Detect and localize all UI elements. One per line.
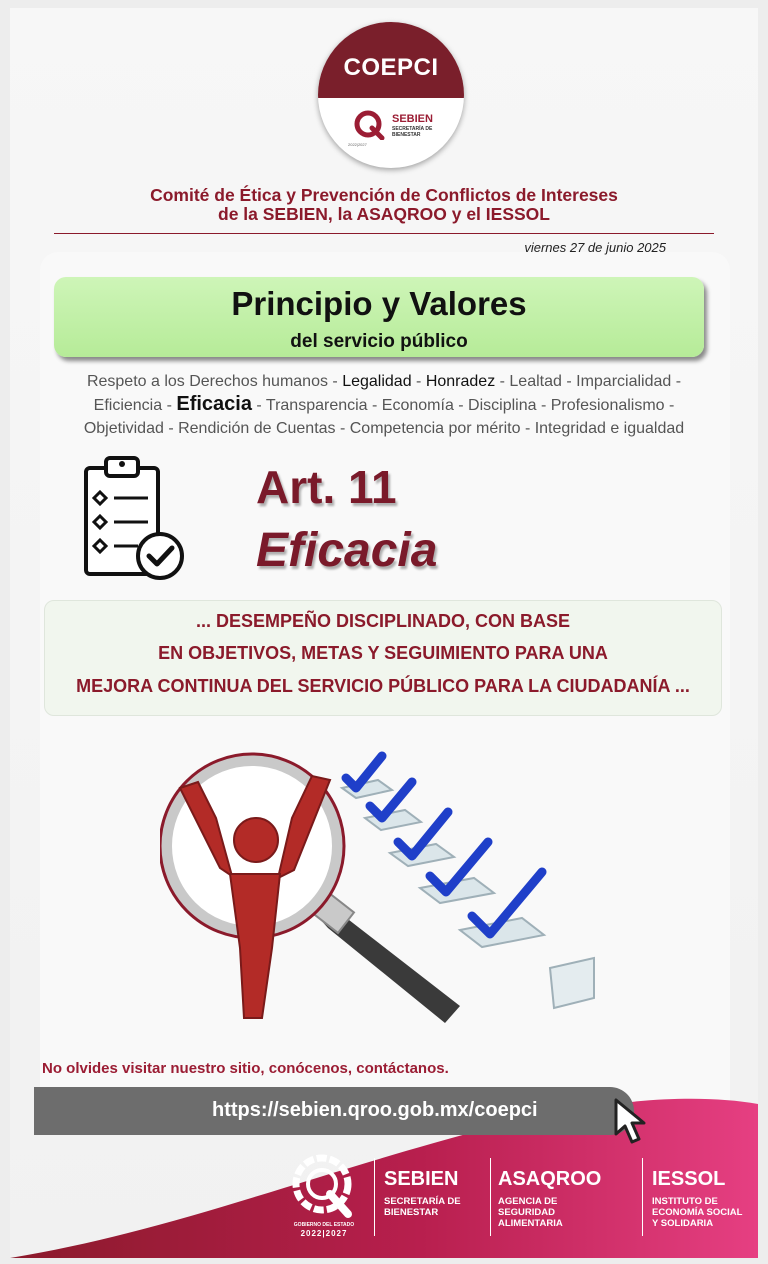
header-divider xyxy=(54,233,714,234)
logo-year: 2022|2027 xyxy=(348,142,367,147)
value-text: - xyxy=(411,373,426,390)
institution-desc-line: ALIMENTARIA xyxy=(498,1218,563,1229)
institution-sebien-desc xyxy=(384,1196,461,1218)
value-text: Respeto a los Derechos humanos - xyxy=(86,373,343,390)
gov-caption: GOBIERNO DEL ESTADO xyxy=(293,1222,355,1228)
magnifier-checklist-illustration xyxy=(160,748,610,1038)
institution-asaqroo-desc xyxy=(498,1196,563,1229)
values-line-1 xyxy=(20,370,748,393)
article-title: Eficacia xyxy=(256,524,438,577)
logo-subtitle: SECRETARÍA DE BIENESTAR xyxy=(392,126,433,138)
values-line-3 xyxy=(20,417,748,440)
institution-desc-line: Y SOLIDARIA xyxy=(652,1218,714,1229)
coepci-logo xyxy=(318,22,464,168)
value-text: - Lealtad - Imparcialidad - xyxy=(495,373,682,390)
footer-divider xyxy=(642,1158,643,1236)
institution-iessol-desc xyxy=(652,1196,742,1229)
logo-name: COEPCI xyxy=(343,54,439,81)
clipboard-checklist-icon xyxy=(80,454,190,584)
institution-desc-line: INSTITUTO DE xyxy=(652,1196,718,1207)
institution-sebien-name: SEBIEN xyxy=(384,1168,459,1190)
value-text: Eficiencia - xyxy=(93,397,177,414)
committee-line-1: Comité de Ética y Prevención de Conflictos de Intereses xyxy=(150,185,618,205)
value-text: Objetividad - Rendición de Cuentas - Competencia por mérito - Integridad e igualdad xyxy=(83,420,685,437)
visit-message: No olvides visitar nuestro sitio, conócenos, contáctanos. xyxy=(42,1060,449,1077)
website-link[interactable] xyxy=(34,1087,634,1135)
committee-line-2: de la SEBIEN, la ASAQROO y el IESSOL xyxy=(218,204,550,224)
definition-line-2: EN OBJETIVOS, METAS Y SEGUIMIENTO PARA UNA xyxy=(158,643,608,663)
footer-divider xyxy=(374,1158,375,1236)
gov-years: 2022|2027 xyxy=(300,1229,348,1238)
values-line-2 xyxy=(20,393,748,417)
institution-desc-line: SECRETARÍA DE xyxy=(384,1196,461,1207)
value-text: - Transparencia - Economía - Disciplina - Profesionalismo - xyxy=(251,397,675,414)
publication-date: viernes 27 de junio 2025 xyxy=(524,240,666,255)
website-url[interactable]: https://sebien.qroo.gob.mx/coepci xyxy=(212,1099,538,1121)
values-list xyxy=(20,370,748,440)
institution-iessol-name: IESSOL xyxy=(652,1168,726,1190)
institution-desc-line: SEGURIDAD xyxy=(498,1207,556,1218)
mouse-cursor-icon xyxy=(612,1096,656,1146)
value-eficacia-highlight: Eficacia xyxy=(176,393,252,415)
sebien-q-icon xyxy=(352,110,388,140)
value-legalidad: Legalidad xyxy=(342,373,412,390)
institution-desc-line: AGENCIA DE xyxy=(498,1196,558,1207)
article-number: Art. 11 xyxy=(256,461,397,513)
committee-title xyxy=(54,186,714,224)
institution-asaqroo-name: ASAQROO xyxy=(498,1168,602,1190)
gobierno-quintana-roo-logo-icon xyxy=(286,1154,362,1220)
footer-divider xyxy=(490,1158,491,1236)
principles-banner xyxy=(54,277,704,357)
logo-sebien: SEBIEN xyxy=(392,113,433,125)
definition-line-1: ... DESEMPEÑO DISCIPLINADO, CON BASE xyxy=(195,611,571,631)
institution-desc-line: ECONOMÍA SOCIAL xyxy=(652,1207,743,1218)
banner-title: Principio y Valores xyxy=(231,285,527,322)
definition-box xyxy=(44,600,722,716)
definition-line-3: MEJORA CONTINUA DEL SERVICIO PÚBLICO PARA LA CIUDADANÍA ... xyxy=(76,676,690,696)
banner-subtitle: del servicio público xyxy=(290,331,468,352)
institution-desc-line: BIENESTAR xyxy=(384,1207,439,1218)
value-honradez: Honradez xyxy=(425,373,496,390)
